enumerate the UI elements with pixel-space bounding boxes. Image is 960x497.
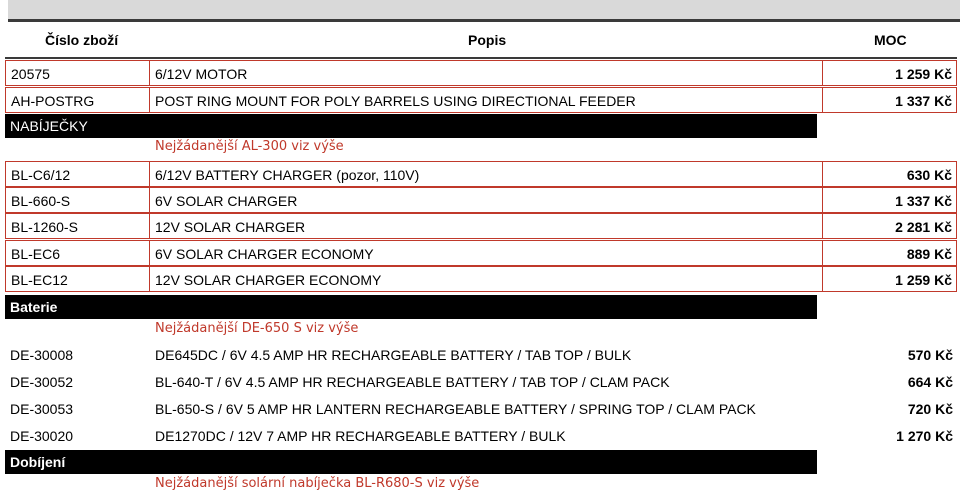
product-description: 12V SOLAR CHARGER (150, 213, 822, 239)
table-row (5, 266, 957, 292)
table-row (5, 187, 957, 213)
header-price: MOC (874, 32, 907, 48)
product-price: 720 Kč (907, 401, 953, 417)
table-row (5, 213, 957, 239)
table-row (5, 87, 957, 113)
section-title-batteries: Baterie (5, 295, 817, 319)
product-code: DE-30008 (10, 347, 74, 363)
product-description: 6/12V BATTERY CHARGER (pozor, 110V) (150, 161, 822, 187)
product-description: DE1270DC / 12V 7 AMP HR RECHARGEABLE BATTERY / BULK (155, 428, 566, 444)
product-description: 12V SOLAR CHARGER ECONOMY (150, 266, 822, 292)
section-note-batteries: Nejžádanější DE-650 S viz výše (155, 321, 359, 336)
table-row (5, 369, 957, 395)
section-title-chargers: NABÍJEČKY (5, 114, 817, 138)
product-description: 6V SOLAR CHARGER (150, 187, 822, 213)
product-price: 570 Kč (907, 347, 953, 363)
product-code: BL-C6/12 (5, 161, 150, 187)
product-description: 6V SOLAR CHARGER ECONOMY (150, 240, 822, 266)
section-note-dobijeni: Nejžádanější solární nabíječka BL-R680-S viz výše (155, 476, 480, 491)
product-description: 6/12V MOTOR (150, 60, 822, 86)
section-note-chargers: Nejžádanější AL-300 viz výše (155, 139, 344, 154)
product-price: 664 Kč (907, 374, 953, 390)
product-code: BL-660-S (5, 187, 150, 213)
product-price: 1 270 Kč (896, 428, 953, 444)
product-code: BL-1260-S (5, 213, 150, 239)
table-row (5, 60, 957, 86)
section-title-dobijeni: Dobíjení (5, 450, 817, 474)
product-code: DE-30053 (10, 401, 74, 417)
product-code: 20575 (5, 60, 150, 86)
table-row (5, 396, 957, 422)
table-row (5, 161, 957, 187)
product-price: 1 337 Kč (822, 87, 957, 113)
table-row (5, 342, 957, 368)
product-code: BL-EC6 (5, 240, 150, 266)
product-code: BL-EC12 (5, 266, 150, 292)
product-description: DE645DC / 6V 4.5 AMP HR RECHARGEABLE BATTERY / TAB TOP / BULK (155, 347, 632, 363)
header-description: Popis (468, 32, 507, 48)
product-description: BL-650-S / 6V 5 AMP HR LANTERN RECHARGEABLE BATTERY / SPRING TOP / CLAM PACK (155, 401, 756, 417)
product-price: 1 259 Kč (822, 266, 957, 292)
product-price: 630 Kč (822, 161, 957, 187)
product-code: AH-POSTRG (5, 87, 150, 113)
product-price: 2 281 Kč (822, 213, 957, 239)
top-band (8, 0, 960, 22)
product-code: DE-30020 (10, 428, 74, 444)
product-price: 889 Kč (822, 240, 957, 266)
product-description: POST RING MOUNT FOR POLY BARRELS USING DIRECTIONAL FEEDER (150, 87, 822, 113)
product-description: BL-640-T / 6V 4.5 AMP HR RECHARGEABLE BATTERY / TAB TOP / CLAM PACK (155, 374, 670, 390)
product-price: 1 259 Kč (822, 60, 957, 86)
product-price: 1 337 Kč (822, 187, 957, 213)
header-divider (5, 57, 957, 59)
table-row (5, 423, 957, 449)
product-code: DE-30052 (10, 374, 74, 390)
header-code: Číslo zboží (45, 32, 119, 48)
table-row (5, 240, 957, 266)
